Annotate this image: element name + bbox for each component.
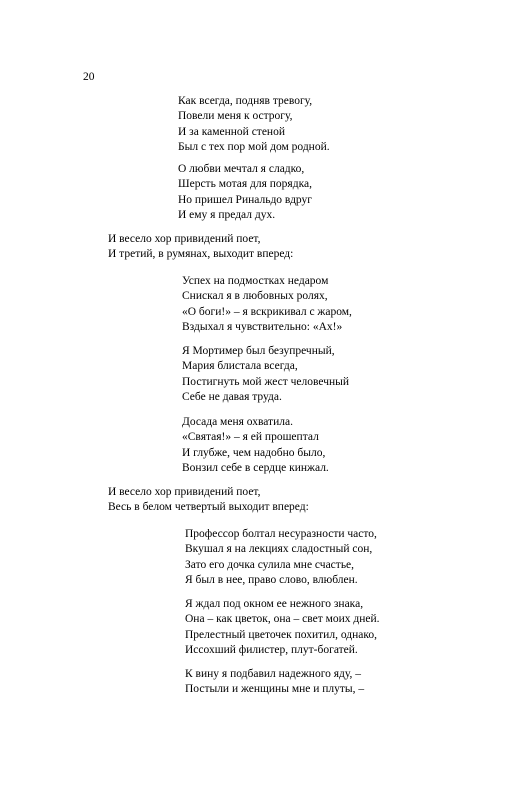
verse-line: И ему я предал дух. [178,209,276,222]
verse-line: Досада меня охватила. [182,416,293,428]
verse-line: Я был в нее, право слово, влюблен. [185,574,358,587]
verse-line: «О боги!» – я вскрикивал с жаром, [182,305,352,318]
verse-line: Но пришел Ринальдо вдруг [178,193,312,206]
verse-line: Я ждал под окном ее нежного знака, [185,598,364,610]
verse-line: Успех на подмостках недаром [182,275,329,287]
verse-line: Как всегда, подняв тревогу, [178,95,313,107]
verse-line: И за каменной стеной [178,125,285,138]
verse-line: К вину я подбавил надежного яду, – [185,668,362,680]
stanza [178,94,330,156]
verse-line: Прелестный цветочек похитил, однако, [185,628,377,641]
stanza [182,274,352,336]
verse-line: Иссохший филистер, плут-богатей. [185,644,358,657]
stanza [178,162,312,224]
refrain [108,485,309,516]
verse-line: Себе не давая труда. [182,391,282,404]
verse-line: Вздыхал я чувствительно: «Ах!» [182,321,343,334]
verse-line: Зато его дочка сулила мне счастье, [185,558,355,571]
verse-line: Я Мортимер был безупречный, [182,345,335,357]
stanza [182,415,329,477]
verse-line: Повели меня к острогу, [178,110,293,123]
verse-line: И третий, в румянах, выходит вперед: [108,248,294,261]
verse-line: Весь в белом четвертый выходит вперед: [108,501,309,514]
verse-line: И весело хор привидений поет, [108,486,261,498]
stanza [185,597,380,659]
verse-line: Она – как цветок, она – свет моих дней. [185,613,380,626]
verse-line: Постыли и женщины мне и плуты, – [185,683,365,696]
verse-line: Снискал я в любовных ролях, [182,290,328,303]
stanza [185,667,364,698]
verse-line: О любви мечтал я сладко, [178,163,305,175]
stanza [182,344,349,406]
verse-line: Постигнуть мой жест человечный [182,375,350,388]
verse-line: Шерсть мотая для порядка, [178,178,312,191]
verse-line: Вкушал я на лекциях сладостный сон, [185,543,373,556]
verse-line: Мария блистала всегда, [182,360,298,373]
verse-line: Профессор болтал несуразности часто, [185,528,377,540]
verse-line: И весело хор привидений поет, [108,233,261,245]
verse-line: Был с тех пор мой дом родной. [178,141,330,154]
stanza [185,527,377,589]
verse-line: Вонзил себе в сердце кинжал. [182,462,329,475]
verse-line: И глубже, чем надобно было, [182,446,326,459]
page-number: 20 [83,71,95,83]
verse-line: «Святая!» – я ей прошептал [182,431,319,444]
refrain [108,232,293,263]
